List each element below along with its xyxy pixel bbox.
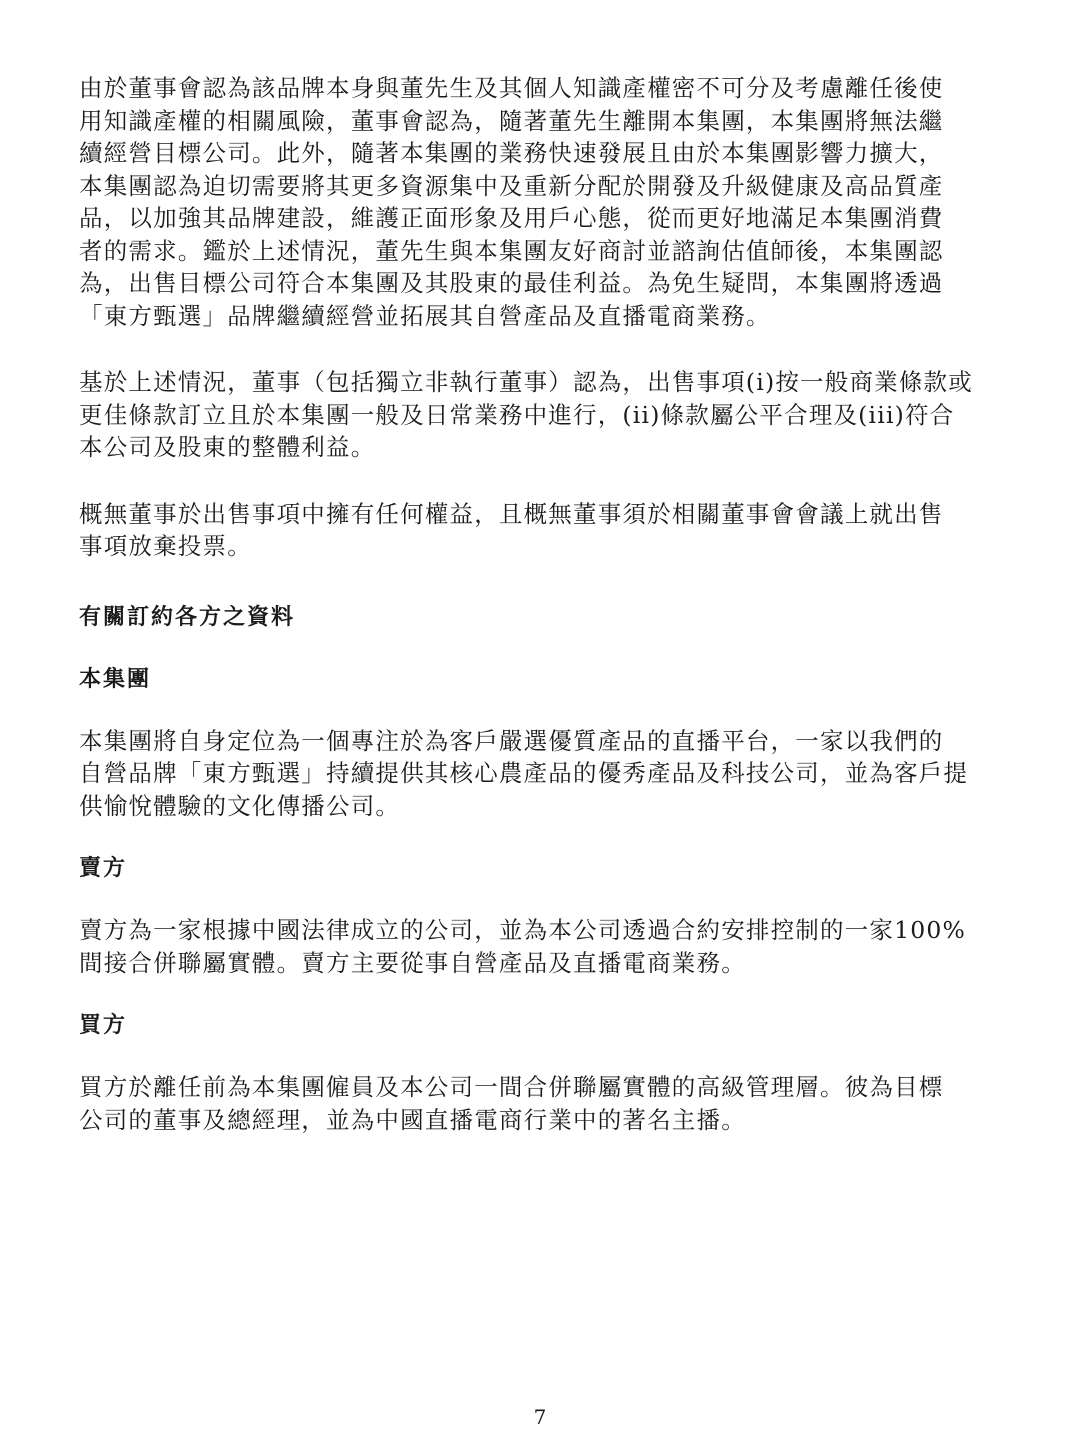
paragraph-directors-view: 基於上述情況，董事（包括獨立非執行董事）認為，出售事項(i)按一般商業條款或 更佳條款訂立且於本集團一般及日常業務中進行，(ii)條款屬公平合理及(iii)符合 本公司及股東的整體利益。: [79, 368, 973, 461]
paragraph-group: 本集團將自身定位為一個專注於為客戶嚴選優質產品的直播平台，一家以我們的 自營品牌「東方甄選」持續提供其核心農產品的優秀產品及科技公司，並為客戶提 供愉悅體驗的文化傳播公司。: [79, 726, 969, 820]
paragraph-directors-interest: 概無董事於出售事項中擁有任何權益，且概無董事須於相關董事會會議上就出售 事項放棄投票。: [79, 499, 944, 560]
subheading-purchaser: 買方: [79, 1013, 128, 1038]
section-title-parties-info: 有關訂約各方之資料: [79, 604, 296, 630]
document-page: [79, 72, 1003, 1136]
subheading-vendor: 賣方: [79, 856, 128, 881]
paragraph-vendor: 賣方為一家根據中國法律成立的公司，並為本公司透過合約安排控制的一家100% 間接合併聯屬實體。賣方主要從事自營產品及直播電商業務。: [79, 916, 967, 977]
paragraph-disposal-reasons: 由於董事會認為該品牌本身與董先生及其個人知識產權密不可分及考慮離任後使 用知識產權的相關風險，董事會認為，隨著董先生離開本集團，本集團將無法繼 續經營目標公司。此外，隨著本集團的業務快速發展且由於本集團影響力擴大， 本集團認為迫切需要將其更多資源集中及重新分配於開發及升級健康及高品質產 品，以加強其品牌建設，維護正面形象及用戶心態，從而更好地滿足本集團消費 者的需求。鑑於上述情況，董先生與本集團友好商討並諮詢估值師後，本集團認 為，出售目標公司符合本集團及其股東的最佳利益。為免生疑問，本集團將透過 「東方甄選」品牌繼續經營並拓展其自營產品及直播電商業務。: [79, 74, 944, 330]
paragraph-purchaser: 買方於離任前為本集團僱員及本公司一間合併聯屬實體的高級管理層。彼為目標 公司的董事及總經理，並為中國直播電商行業中的著名主播。: [79, 1073, 944, 1134]
page-number: 7: [533, 1405, 547, 1429]
subheading-group: 本集團: [79, 666, 152, 692]
